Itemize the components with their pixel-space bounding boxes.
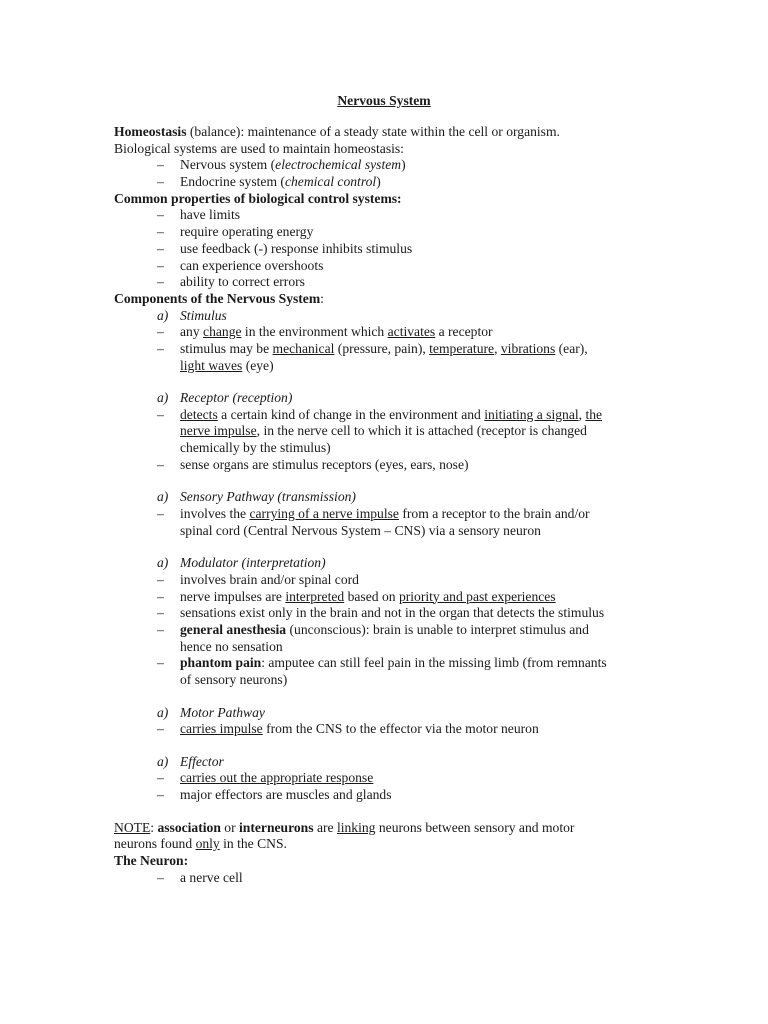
list-item-continuation: nerve impulse, in the nerve cell to which it is attached (receptor is changed xyxy=(180,423,587,439)
list-item: – nerve impulses are interpreted based on priority and past experiences xyxy=(157,588,556,604)
list-item-continuation: spinal cord (Central Nervous System – CNS) via a sensory neuron xyxy=(180,522,541,538)
list-item: – involves the carrying of a nerve impulse from a receptor to the brain and/or xyxy=(157,506,590,522)
list-item: – general anesthesia (unconscious): brain is unable to interpret stimulus and xyxy=(157,621,589,637)
list-item-continuation: light waves (eye) xyxy=(180,357,274,373)
list-item: – sense organs are stimulus receptors (eyes, ears, nose) xyxy=(157,456,469,472)
subsection-heading: a) Sensory Pathway (transmission) xyxy=(157,489,356,505)
page-title: Nervous System xyxy=(337,93,431,108)
homeostasis-definition: Homeostasis (balance): maintenance of a steady state within the cell or organism. xyxy=(114,124,560,139)
subsection-heading: a) Modulator (interpretation) xyxy=(157,555,326,571)
list-item: – sensations exist only in the brain and not in the organ that detects the stimulus xyxy=(157,605,605,621)
list-item: – ability to correct errors xyxy=(157,274,305,290)
subsection-heading: a) Receptor (reception) xyxy=(157,390,293,406)
list-item: – stimulus may be mechanical (pressure, pain), temperature, vibrations (ear), xyxy=(157,340,588,356)
list-item: – major effectors are muscles and glands xyxy=(157,787,392,803)
section-heading: Components of the Nervous System: xyxy=(114,290,324,306)
list-item: – use feedback (-) response inhibits stimulus xyxy=(157,240,413,256)
list-item: – detects a certain kind of change in the environment and initiating a signal, the xyxy=(157,406,603,422)
list-item: – phantom pain: amputee can still feel pain in the missing limb (from remnants xyxy=(157,655,607,671)
subsection-heading: a) Motor Pathway xyxy=(157,704,265,720)
list-item-continuation: hence no sensation xyxy=(180,638,283,654)
biological-systems-line: Biological systems are used to maintain homeostasis: xyxy=(114,140,404,156)
subsection-heading: a) Effector xyxy=(157,753,224,769)
list-item: – have limits xyxy=(157,207,241,223)
list-item: – can experience overshoots xyxy=(157,257,324,273)
document-body xyxy=(114,124,674,886)
list-item: – any change in the environment which activates a receptor xyxy=(157,324,493,340)
list-item-continuation: of sensory neurons) xyxy=(180,672,288,688)
list-item: – a nerve cell xyxy=(157,869,243,885)
list-item: – carries out the appropriate response xyxy=(157,770,374,786)
list-item: – involves brain and/or spinal cord xyxy=(157,571,359,587)
section-heading: Common properties of biological control systems: xyxy=(114,190,402,206)
list-item: – Endocrine system (chemical control) xyxy=(157,174,381,190)
note-paragraph-continuation: neurons found only in the CNS. xyxy=(114,836,287,852)
subsection-heading: a) Stimulus xyxy=(157,307,227,323)
list-item: – require operating energy xyxy=(157,224,314,240)
list-item-continuation: chemically by the stimulus) xyxy=(180,440,331,456)
list-item: – Nervous system (electrochemical system) xyxy=(157,157,406,173)
note-paragraph: NOTE: association or interneurons are linking neurons between sensory and motor xyxy=(114,819,575,835)
section-heading: The Neuron: xyxy=(114,852,189,868)
list-item: – carries impulse from the CNS to the effector via the motor neuron xyxy=(157,721,539,737)
